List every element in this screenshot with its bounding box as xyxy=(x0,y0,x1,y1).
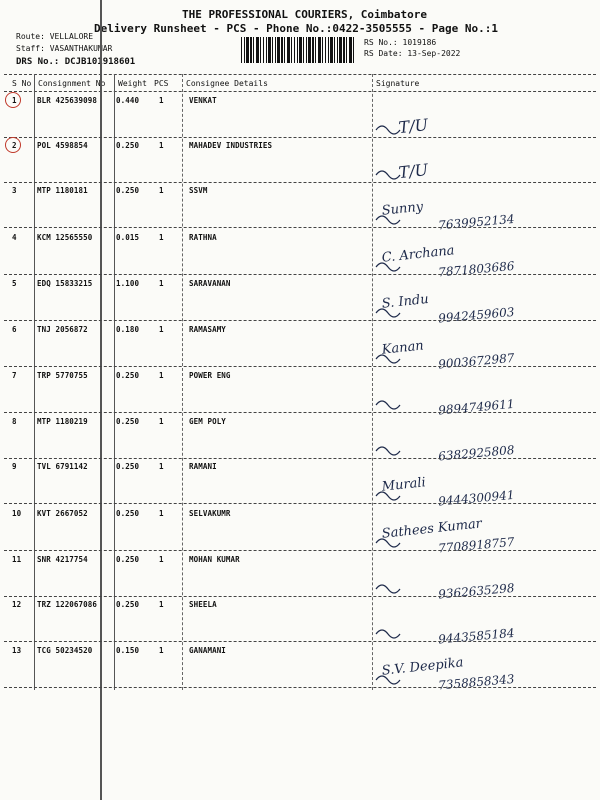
row-sno: 5 xyxy=(12,279,17,288)
row-consignment-no: TVL 6791142 xyxy=(37,462,88,471)
row-sno: 1 xyxy=(12,96,17,105)
row-separator xyxy=(4,458,596,459)
barcode-bar xyxy=(294,37,295,63)
row-consignee: SSVM xyxy=(189,186,208,195)
row-pcs: 1 xyxy=(159,600,164,609)
row-separator xyxy=(4,641,596,642)
barcode-bar xyxy=(299,37,302,63)
signature-phone: 9362635298 xyxy=(437,580,516,602)
signature-phone: 7708918757 xyxy=(437,534,516,556)
row-sno: 9 xyxy=(12,462,17,471)
barcode-bar xyxy=(277,37,280,63)
row-pcs: 1 xyxy=(159,325,164,334)
signature-phone: 9942459603 xyxy=(437,304,516,326)
row-consignee: VENKAT xyxy=(189,96,217,105)
barcode-bar xyxy=(343,37,345,63)
signature-phone: 9444300941 xyxy=(437,487,516,509)
row-consignment-no: EDQ 15833215 xyxy=(37,279,93,288)
circle-mark xyxy=(5,137,21,153)
row-separator xyxy=(4,503,596,504)
signature-text: Kanan xyxy=(381,338,425,358)
signature-phone: 9894749611 xyxy=(437,396,516,418)
route-label: Route: VELLALORE xyxy=(16,32,94,41)
row-consignee: SARAVANAN xyxy=(189,279,231,288)
runsheet-title: Delivery Runsheet - PCS - Phone No.:0422-3505555 - Page No.:1 xyxy=(94,22,498,35)
row-separator xyxy=(4,687,596,688)
row-separator xyxy=(4,182,596,183)
row-separator xyxy=(4,137,596,138)
signature-text: T/U xyxy=(397,160,430,183)
drs-number: DRS No.: DCJB101918601 xyxy=(16,57,136,67)
row-weight: 0.250 xyxy=(116,600,140,609)
row-consignment-no: MTP 1180181 xyxy=(37,186,88,195)
row-consignment-no: KCM 12565550 xyxy=(37,233,93,242)
row-sno: 13 xyxy=(12,646,22,655)
barcode-bar xyxy=(263,37,264,63)
column-divider xyxy=(182,74,183,690)
row-pcs: 1 xyxy=(159,417,164,426)
row-pcs: 1 xyxy=(159,186,164,195)
company-name: THE PROFESSIONAL COURIERS, Coimbatore xyxy=(182,8,428,21)
column-divider xyxy=(34,74,35,690)
signature-phone: 6382925808 xyxy=(437,442,516,464)
barcode-bar xyxy=(256,37,259,63)
pen-stroke xyxy=(376,126,400,134)
barcode-bar xyxy=(275,37,276,63)
barcode-bar xyxy=(287,37,290,63)
row-consignee: POWER ENG xyxy=(189,371,231,380)
row-weight: 0.250 xyxy=(116,141,140,150)
row-weight: 1.100 xyxy=(116,279,140,288)
row-consignment-no: TNJ 2056872 xyxy=(37,325,88,334)
pen-stroke xyxy=(376,171,400,179)
row-consignment-no: BLR 425639098 xyxy=(37,96,97,105)
row-sno: 7 xyxy=(12,371,17,380)
signature-text: T/U xyxy=(397,115,430,138)
row-pcs: 1 xyxy=(159,233,164,242)
row-consignment-no: KVT 2667052 xyxy=(37,509,88,518)
pen-stroke xyxy=(376,585,400,593)
row-consignee: SELVAKUMR xyxy=(189,509,231,518)
row-sno: 8 xyxy=(12,417,17,426)
row-separator xyxy=(4,412,596,413)
row-consignment-no: TRZ 122067086 xyxy=(37,600,97,609)
row-sno: 11 xyxy=(12,555,22,564)
row-consignment-no: TCG 50234520 xyxy=(37,646,93,655)
row-sno: 10 xyxy=(12,509,22,518)
row-consignee: GANAMANI xyxy=(189,646,226,655)
col-header-weight: Weight xyxy=(118,79,147,88)
signature-phone: 7871803686 xyxy=(437,258,516,280)
row-sno: 6 xyxy=(12,325,17,334)
signature-phone: 7358858343 xyxy=(437,671,516,693)
signature-text: S. Indu xyxy=(381,291,430,312)
barcode-bar xyxy=(266,37,267,63)
row-consignee: RATHNA xyxy=(189,233,217,242)
row-pcs: 1 xyxy=(159,371,164,380)
barcode-bar xyxy=(353,37,354,63)
row-sno: 3 xyxy=(12,186,17,195)
barcode-bar xyxy=(349,37,352,63)
row-pcs: 1 xyxy=(159,555,164,564)
staff-label: Staff: VASANTHAKUMAR xyxy=(16,44,113,53)
barcode-bar xyxy=(346,37,347,63)
row-weight: 0.180 xyxy=(116,325,140,334)
barcode-bar xyxy=(297,37,298,63)
barcode-bar xyxy=(303,37,304,63)
signature-phone: 9443585184 xyxy=(437,625,516,647)
barcode-bar xyxy=(284,37,285,63)
barcode-bar xyxy=(241,37,242,63)
row-pcs: 1 xyxy=(159,279,164,288)
signature-text: Murali xyxy=(381,475,427,495)
row-separator xyxy=(4,320,596,321)
pen-stroke xyxy=(376,447,400,455)
barcode-bar xyxy=(250,37,252,63)
barcode-bar xyxy=(312,37,314,63)
col-header-consignee: Consignee Details xyxy=(186,79,268,88)
signature-phone: 7639952134 xyxy=(437,211,516,233)
barcode-bar xyxy=(318,37,321,63)
circle-mark xyxy=(5,92,21,108)
row-consignment-no: MTP 1180219 xyxy=(37,417,88,426)
col-header-sno: S No xyxy=(12,79,32,88)
signature-text: S.V. Deepika xyxy=(381,655,465,679)
barcode-bar xyxy=(306,37,307,63)
barcode-bar xyxy=(337,37,338,63)
barcode-bar xyxy=(339,37,342,63)
col-header-signature: Signature xyxy=(376,79,420,88)
row-consignee: RAMASAMY xyxy=(189,325,226,334)
header-bottom-rule xyxy=(4,91,596,92)
row-consignment-no: SNR 4217754 xyxy=(37,555,88,564)
row-pcs: 1 xyxy=(159,462,164,471)
row-weight: 0.250 xyxy=(116,509,140,518)
barcode-bar xyxy=(244,37,245,63)
row-separator xyxy=(4,366,596,367)
row-weight: 0.440 xyxy=(116,96,140,105)
barcode-bar xyxy=(268,37,271,63)
barcode-bar xyxy=(253,37,254,63)
barcode-bar xyxy=(330,37,333,63)
row-consignment-no: POL 4598854 xyxy=(37,141,88,150)
row-sno: 2 xyxy=(12,141,17,150)
col-header-pcs: PCS xyxy=(154,79,169,88)
rs-number: RS No.: 1019186 xyxy=(364,38,437,47)
row-consignee: RAMANI xyxy=(189,462,217,471)
signature-phone: 9003672987 xyxy=(437,350,516,372)
barcode-bar xyxy=(281,37,283,63)
barcode-bar xyxy=(328,37,329,63)
barcode-bar xyxy=(322,37,323,63)
barcode-bar xyxy=(246,37,249,63)
row-sno: 4 xyxy=(12,233,17,242)
row-weight: 0.150 xyxy=(116,646,140,655)
row-consignee: SHEELA xyxy=(189,600,217,609)
row-weight: 0.250 xyxy=(116,555,140,564)
barcode-bar xyxy=(334,37,335,63)
scan-fold-line xyxy=(100,0,102,800)
signature-text: Sathees Kumar xyxy=(381,516,483,542)
row-consignee: MAHADEV INDUSTRIES xyxy=(189,141,273,150)
pen-stroke xyxy=(376,630,400,638)
row-pcs: 1 xyxy=(159,96,164,105)
row-separator xyxy=(4,227,596,228)
row-consignee: MOHAN KUMAR xyxy=(189,555,240,564)
barcode-bar xyxy=(272,37,273,63)
pen-stroke xyxy=(376,401,400,409)
row-weight: 0.250 xyxy=(116,417,140,426)
column-divider xyxy=(114,74,115,690)
row-sno: 12 xyxy=(12,600,22,609)
rs-date: RS Date: 13-Sep-2022 xyxy=(364,49,461,58)
row-consignee: GEM POLY xyxy=(189,417,226,426)
col-header-consignment: Consignment No xyxy=(38,79,106,88)
row-consignment-no: TRP 5770755 xyxy=(37,371,88,380)
signature-text: C. Archana xyxy=(381,243,456,266)
row-pcs: 1 xyxy=(159,141,164,150)
row-weight: 0.250 xyxy=(116,186,140,195)
barcode-bar xyxy=(260,37,261,63)
barcode-bar xyxy=(291,37,292,63)
row-separator xyxy=(4,550,596,551)
row-pcs: 1 xyxy=(159,646,164,655)
row-weight: 0.250 xyxy=(116,462,140,471)
row-separator xyxy=(4,274,596,275)
barcode-bar xyxy=(308,37,311,63)
row-weight: 0.250 xyxy=(116,371,140,380)
row-weight: 0.015 xyxy=(116,233,140,242)
barcode-bar xyxy=(325,37,326,63)
row-pcs: 1 xyxy=(159,509,164,518)
barcode xyxy=(241,37,354,63)
row-separator xyxy=(4,596,596,597)
barcode-bar xyxy=(315,37,316,63)
header-top-rule xyxy=(4,74,596,75)
signature-text: Sunny xyxy=(381,199,424,219)
